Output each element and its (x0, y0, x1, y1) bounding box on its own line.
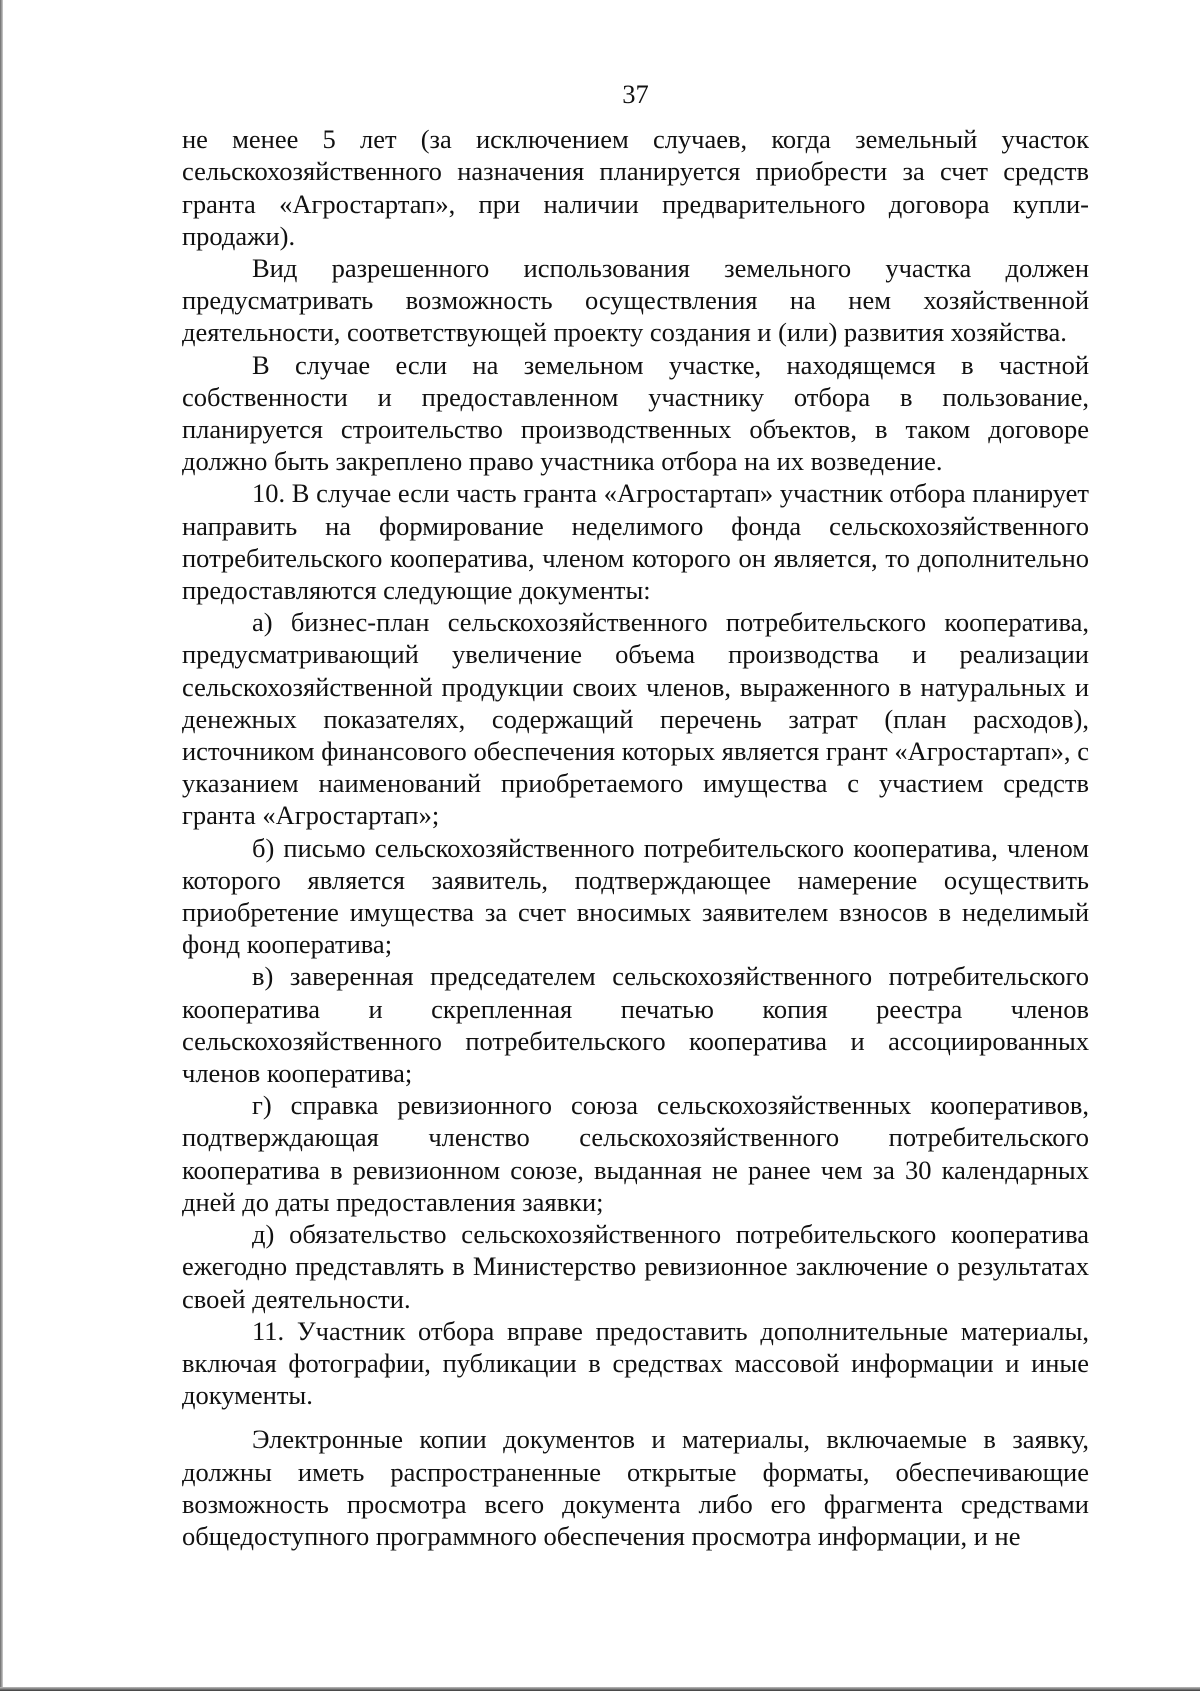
page-number: 37 (622, 79, 649, 109)
item-g-audit-union-certificate: г) справка ревизионного союза сельскохозяйственных кооперативов, подтверждающая членство сельскохозяйственного потребительского кооператива в ревизионном союзе, выданная не ранее чем за 30 календарных дней до даты предоставления заявки; (182, 1090, 1089, 1217)
paragraph-private-land-construction: В случае если на земельном участке, находящемся в частной собственности и предоставленном участнику отбора в пользование, планируется строительство производственных объектов, в таком договоре должно быть закреплено право участника отбора на их возведение. (182, 349, 1089, 477)
scan-edge-left (0, 0, 3, 1691)
item-a-business-plan: а) бизнес-план сельскохозяйственного потребительского кооператива, предусматривающий увеличение объема производства и реализации сельскохозяйственной продукции своих членов, выраженного в натуральных и денежных показателях, содержащий перечень затрат (план расходов), источником финансового обеспечения которых является грант «Агростартап», с указанием наименований приобретаемого имущества с участием средств гранта «Агростартап»; (182, 607, 1089, 831)
item-b-cooperative-letter: б) письмо сельскохозяйственного потребительского кооператива, членом которого является заявитель, подтверждающее намерение осуществить приобретение имущества за счет вносимых заявителем взносов в неделимый фонд кооператива; (182, 832, 1089, 960)
paragraph-land-lease-term: не менее 5 лет (за исключением случаев, когда земельный участок сельскохозяйственного назначения планируется приобрести за счет средств гранта «Агростартап», при наличии предварительного договора купли-продажи). (182, 124, 1089, 251)
paragraph-permitted-use: Вид разрешенного использования земельного участка должен предусматривать возможность осуществления на нем хозяйственной деятельности, соответствующей проекту создания и (или) развития хозяйства. (182, 253, 1089, 348)
clause-11: 11. Участник отбора вправе предоставить дополнительные материалы, включая фотографии, публикации в средствах массовой информации и иные документы. (182, 1315, 1089, 1411)
paragraph-electronic-copies: Электронные копии документов и материалы, включаемые в заявку, должны иметь распространенные открытые форматы, обеспечивающие возможность просмотра всего документа либо его фрагмента средствами общедоступного программного обеспечения просмотра информации, и не (182, 1424, 1089, 1551)
document-page (182, 78, 1089, 1552)
clause-10: 10. В случае если часть гранта «Агростартап» участник отбора планирует направить на формирование неделимого фонда сельскохозяйственного потребительского кооператива, членом которого он является, то дополнительно предоставляются следующие документы: (182, 478, 1089, 606)
item-d-annual-obligation: д) обязательство сельскохозяйственного потребительского кооператива ежегодно представлять в Министерство ревизионное заключение о результатах своей деятельности. (182, 1219, 1089, 1314)
item-v-member-registry-copy: в) заверенная председателем сельскохозяйственного потребительского кооператива и скрепленная печатью копия реестра членов сельскохозяйственного потребительского кооператива и ассоциированных членов кооператива; (182, 961, 1089, 1089)
scan-edge-bottom (0, 1687, 1200, 1691)
